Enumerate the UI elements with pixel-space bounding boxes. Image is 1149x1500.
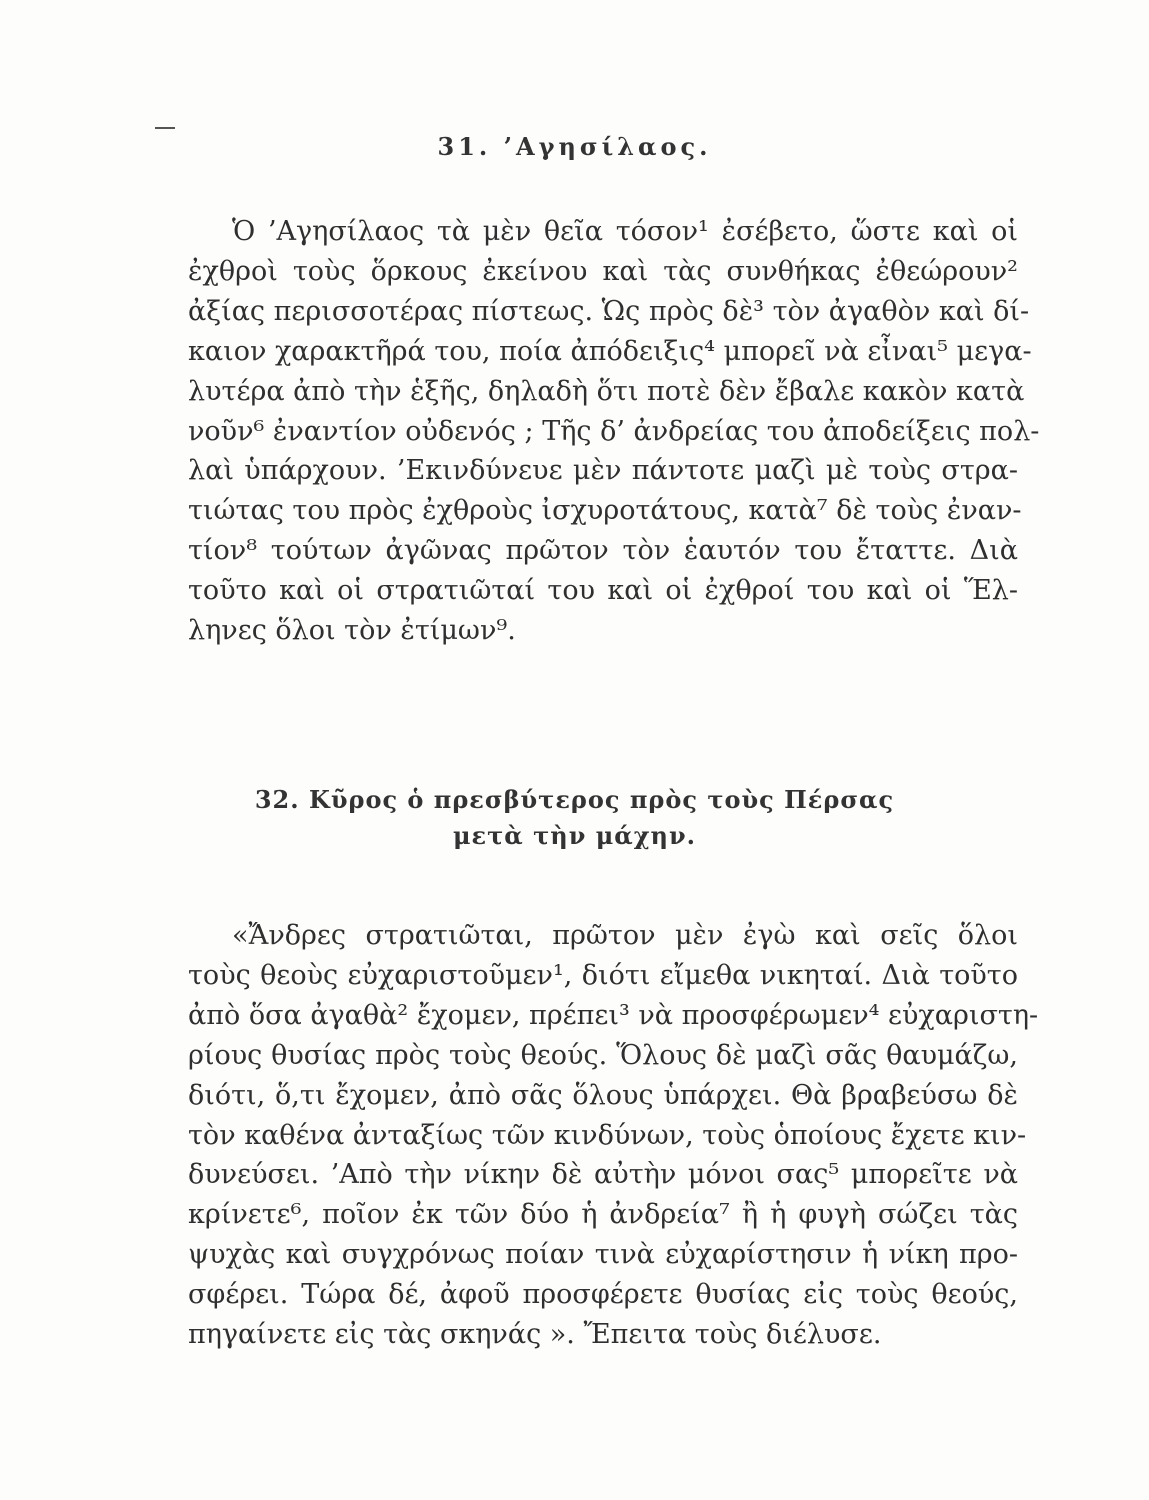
section-32-paragraph xyxy=(188,916,1039,1355)
text-line: «Ἄνδρες στρατιῶται, πρῶτον μὲν ἐγὼ καὶ σεῖς ὅλοι xyxy=(232,920,1018,951)
text-line: λυτέρα ἀπὸ τὴν ἑξῆς, δηλαδὴ ὅτι ποτὲ δὲν ἔβαλε κακὸν κατὰ xyxy=(188,375,1025,407)
text-line: τοὺς θεοὺς εὐχαριστοῦμεν¹, διότι εἴμεθα νικηταί. Διὰ τοῦτο xyxy=(188,959,1018,991)
text-line: πηγαίνετε εἰς τὰς σκηνάς ». Ἔπειτα τοὺς διέλυσε. xyxy=(188,1319,882,1351)
section-32-subheading: μετὰ τὴν μάχην. xyxy=(452,821,696,850)
section-31-paragraph xyxy=(188,212,1040,651)
text-line: ρίους θυσίας πρὸς τοὺς θεούς. Ὅλους δὲ μαζὶ σᾶς θαυμάζω, xyxy=(188,1039,1018,1071)
text-line: κρίνετε⁶, ποῖον ἐκ τῶν δύο ἡ ἀνδρεία⁷ ἢ ἡ φυγὴ σώζει τὰς xyxy=(188,1199,1018,1231)
text-line: σφέρει. Τώρα δέ, ἀφοῦ προσφέρετε θυσίας εἰς τοὺς θεούς, xyxy=(188,1279,1018,1311)
text-line: ψυχὰς καὶ συγχρόνως ποίαν τινὰ εὐχαρίστησιν ἡ νίκη προ- xyxy=(188,1239,1018,1271)
text-line: νοῦν⁶ ἐναντίον οὐδενός ; Τῆς δ’ ἀνδρείας του ἀποδείξεις πολ- xyxy=(188,415,1040,447)
text-line: ληνες ὅλοι τὸν ἐτίμων⁹. xyxy=(188,615,516,647)
text-line: τιώτας του πρὸς ἐχθροὺς ἰσχυροτάτους, κατὰ⁷ δὲ τοὺς ἐναν- xyxy=(188,495,1022,527)
text-line: ἐχθροὶ τοὺς ὅρκους ἐκείνου καὶ τὰς συνθήκας ἐθεώρουν² xyxy=(188,255,1018,287)
text-line: διότι, ὅ,τι ἔχομεν, ἀπὸ σᾶς ὅλους ὑπάρχει. Θὰ βραβεύσω δὲ xyxy=(188,1079,1018,1111)
text-line: δυνεύσει. ’Απὸ τὴν νίκην δὲ αὐτὴν μόνοι σας⁵ μπορεῖτε νὰ xyxy=(188,1159,1018,1191)
text-line: καιον χαρακτῆρά του, ποία ἀπόδειξις⁴ μπορεῖ νὰ εἶναι⁵ μεγα- xyxy=(188,335,1032,367)
section-32-heading: 32. Κῦρος ὁ πρεσβύτερος πρὸς τοὺς Πέρσας xyxy=(254,785,895,814)
text-line: ἀπὸ ὅσα ἀγαθὰ² ἔχομεν, πρέπει³ νὰ προσφέρωμεν⁴ εὐχαριστη- xyxy=(188,999,1039,1031)
text-line: τοῦτο καὶ οἱ στρατιῶταί του καὶ οἱ ἐχθροί του καὶ οἱ Ἕλ- xyxy=(188,575,1018,607)
text-line: Ὁ ’Αγησίλαος τὰ μὲν θεῖα τόσον¹ ἐσέβετο, ὥστε καὶ οἱ xyxy=(232,216,1018,247)
text-line: τὸν καθένα ἀνταξίως τῶν κινδύνων, τοὺς ὁποίους ἔχετε κιν- xyxy=(188,1119,1027,1151)
text-line: ἀξίας περισσοτέρας πίστεως. Ὡς πρὸς δὲ³ τὸν ἀγαθὸν καὶ δί- xyxy=(188,295,1030,327)
text-line: λαὶ ὑπάρχουν. ’Εκινδύνευε μὲν πάντοτε μαζὶ μὲ τοὺς στρα- xyxy=(188,455,1018,487)
margin-mark xyxy=(155,127,175,129)
text-line: τίον⁸ τούτων ἀγῶνας πρῶτον τὸν ἑαυτόν του ἔταττε. Διὰ xyxy=(188,535,1018,567)
section-31-heading: 31. ’Αγησίλαος. xyxy=(437,132,712,161)
